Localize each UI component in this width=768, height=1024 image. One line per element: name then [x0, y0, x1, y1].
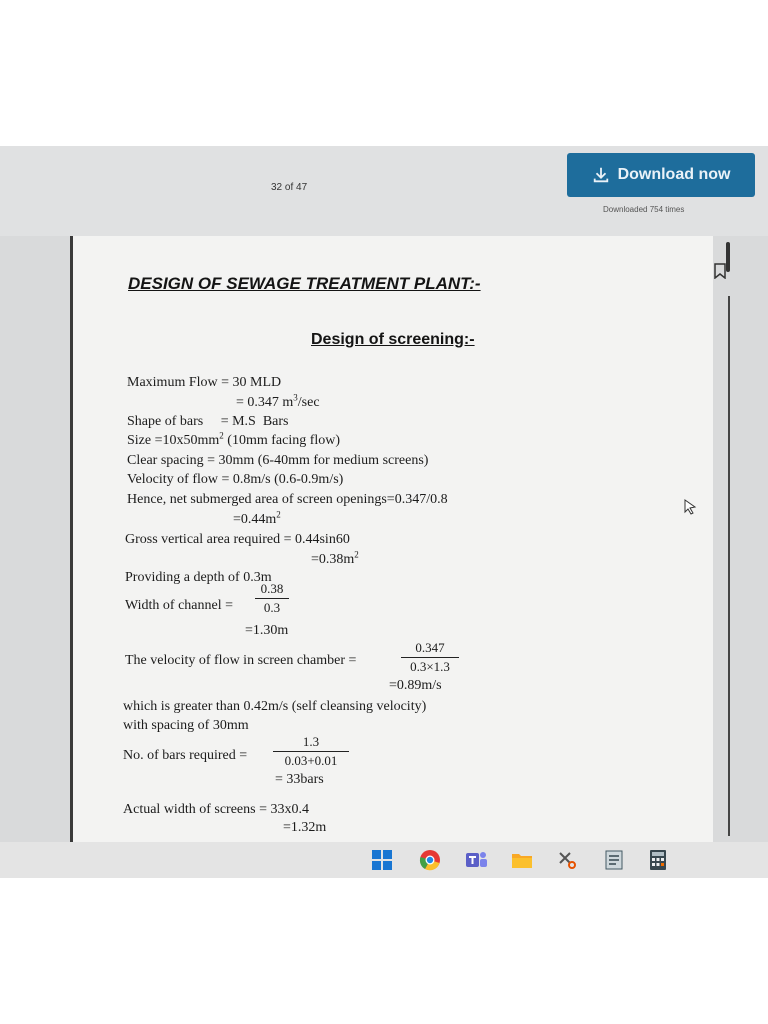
text-line: $=0.38m^2$ [311, 549, 359, 567]
text-line: No. of bars required = [123, 748, 248, 763]
text-line: =1.30m [245, 623, 289, 638]
teams-icon[interactable] [464, 849, 488, 871]
fraction: 0.38 0.3 [255, 581, 289, 616]
text-line: Actual width of screens = 33x0.4 [123, 802, 309, 817]
text-line: Hence, net submerged area of screen openings=0.347/0.8 [127, 492, 448, 507]
text-line: Maximum Flow = 30 MLD [127, 375, 282, 390]
text-line: Gross vertical area required = 0.44sin60 [125, 532, 350, 547]
download-button[interactable] [567, 153, 755, 197]
monitor-screen [0, 146, 768, 878]
snipping-tool-icon[interactable] [556, 849, 580, 871]
text-line: =0.89m/s [389, 678, 442, 693]
bookmark-icon[interactable] [713, 263, 727, 279]
file-explorer-icon[interactable] [510, 849, 534, 871]
text-line: Providing a depth of 0.3m [125, 570, 272, 585]
windows-start-icon[interactable] [370, 849, 394, 871]
scrollbar-track[interactable] [728, 296, 730, 836]
viewer-toolbar [0, 146, 768, 236]
text-line: $=0.44m^2$ [233, 509, 281, 527]
text-line: The velocity of flow in screen chamber = [125, 653, 357, 668]
fraction: 1.3 0.03+0.01 [273, 734, 349, 769]
text-line: Width of channel = [125, 598, 234, 613]
text-line: Shape of bars = M.S Bars [127, 414, 289, 429]
text-line: which is greater than 0.42m/s (self cleansing velocity) [123, 699, 427, 714]
text-line: = 0.347 $m^3/\sec$ [236, 392, 320, 410]
page-title: DESIGN OF SEWAGE TREATMENT PLANT:- [128, 274, 481, 293]
text-line: Velocity of flow = 0.8m/s (0.6-0.9m/s) [127, 472, 344, 487]
text-line: Clear spacing = 30mm (6-40mm for medium screens) [127, 453, 429, 468]
mouse-cursor-icon [683, 499, 697, 515]
section-heading: Design of screening:- [311, 331, 475, 348]
notepad-icon[interactable] [602, 849, 626, 871]
page-counter: 32 of 47 [271, 182, 308, 193]
text-line: =1.32m [283, 820, 327, 835]
fraction: 0.347 0.3×1.3 [401, 640, 459, 675]
download-icon [592, 166, 610, 184]
calculator-icon[interactable] [646, 849, 670, 871]
text-line: with spacing of 30mm [123, 718, 249, 733]
text-line: = 33bars [275, 772, 324, 787]
chrome-icon[interactable] [418, 849, 442, 871]
download-button-label: Download now [617, 166, 731, 183]
download-count: Downloaded 754 times [603, 205, 685, 214]
text-line: Size $=10x50mm^2$ (10mm facing flow) [127, 430, 341, 448]
document-page [70, 236, 713, 842]
taskbar [0, 842, 768, 878]
